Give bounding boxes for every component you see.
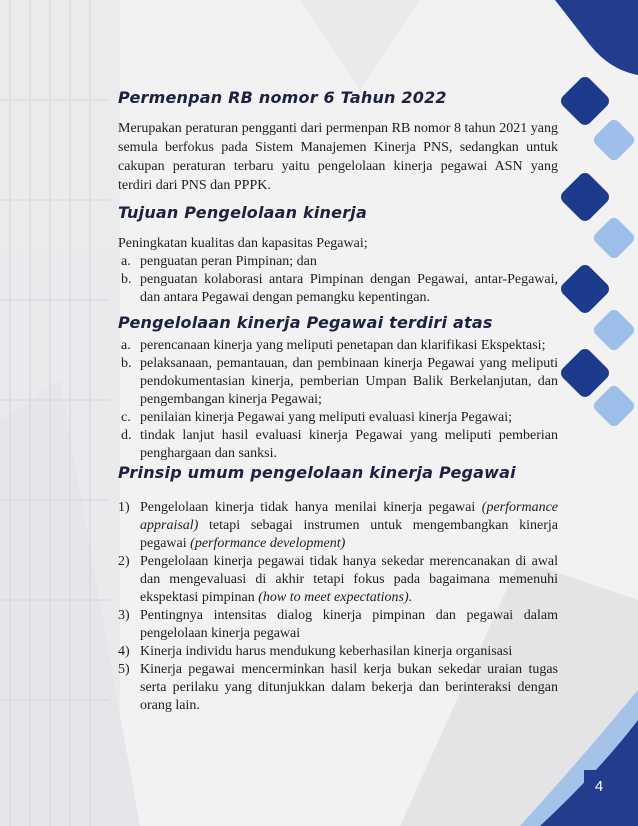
diamond-decoration <box>558 74 636 428</box>
list-item <box>118 427 558 463</box>
list-item-text: penguatan peran Pimpinan; dan <box>140 254 317 269</box>
section-heading: Tujuan Pengelolaan kinerja <box>118 203 367 222</box>
list-marker: 5) <box>118 662 130 677</box>
page-content <box>118 88 558 721</box>
list-item <box>118 409 558 427</box>
list-item <box>118 499 558 553</box>
list-item-text: pelaksanaan, pemantauan, dan pembinaan kinerja Pegawai yang meliputi pendokumentasian kinerja, pemberian Umpan Balik Berkelanjutan, dan pengembangan kinerja Pegawai; <box>140 356 558 407</box>
list-item-text: perencanaan kinerja yang meliputi penetapan dan klarifikasi Ekspektasi; <box>140 338 546 353</box>
principle-list <box>118 499 558 715</box>
list-marker: 3) <box>118 608 130 623</box>
page-number: 4 <box>584 770 614 802</box>
list-marker: 2) <box>118 554 130 569</box>
list-item-text: tindak lanjut hasil evaluasi kinerja Pegawai yang meliputi pemberian penghargaan dan sanksi. <box>140 428 558 461</box>
list-item-text: penilaian kinerja Pegawai yang meliputi evaluasi kinerja Pegawai; <box>140 410 513 425</box>
list-item-italic: (performance development) <box>190 536 346 551</box>
section-heading: Permenpan RB nomor 6 Tahun 2022 <box>118 88 447 107</box>
list-marker: 1) <box>118 500 130 515</box>
list-item <box>118 355 558 409</box>
list-item-italic: (how to meet expectations). <box>258 590 413 605</box>
list-item-text: Kinerja individu harus mendukung keberhasilan kinerja organisasi <box>140 644 513 659</box>
list-marker: c. <box>121 410 131 425</box>
list-item <box>118 553 558 607</box>
list-marker: d. <box>121 428 132 443</box>
list-item <box>118 607 558 643</box>
list-marker: b. <box>121 356 132 371</box>
section-heading: Prinsip umum pengelolaan kinerja Pegawai <box>118 463 516 482</box>
list-item <box>118 271 558 307</box>
component-list <box>118 337 558 463</box>
list-marker: a. <box>121 254 131 269</box>
list-item-text: Pengelolaan kinerja tidak hanya menilai kinerja pegawai <box>140 500 482 515</box>
list-item <box>118 337 558 355</box>
list-item-text: Pentingnya intensitas dialog kinerja pimpinan dan pegawai dalam pengelolaan kinerja pegawai <box>140 608 558 641</box>
section-paragraph: Merupakan peraturan pengganti dari permenpan RB nomor 8 tahun 2021 yang semula berfokus pada Sistem Manajemen Kinerja PNS, sedangkan untuk cakupan peraturan terbaru yaitu pengelolaan kinerja pegawai ASN yang terdiri dari PNS dan PPPK. <box>118 121 558 193</box>
list-item <box>118 661 558 715</box>
list-item-text: penguatan kolaborasi antara Pimpinan dengan Pegawai, antar-Pegawai, dan antara Pegawai dengan pemangku kepentingan. <box>140 272 558 305</box>
list-marker: a. <box>121 338 131 353</box>
list-item <box>118 253 558 271</box>
section-heading: Pengelolaan kinerja Pegawai terdiri atas <box>118 313 493 332</box>
list-item-text: Pengelolaan kinerja pegawai tidak hanya sekedar merencanakan di awal dan mengevaluasi di akhir tetapi fokus pada bagaimana memenuhi ekspektasi pimpinan <box>140 554 558 605</box>
goal-list <box>118 253 558 307</box>
list-item-italic: (performance appraisal) <box>140 500 558 533</box>
list-marker: 4) <box>118 644 130 659</box>
list-item-text: Kinerja pegawai mencerminkan hasil kerja bukan sekedar uraian tugas serta perilaku yang ditunjukkan dalam bekerja dan berinteraksi dengan orang lain. <box>140 662 558 713</box>
list-item-text: tetapi sebagai instrumen untuk mengembangkan kinerja pegawai <box>140 518 558 551</box>
list-item <box>118 643 558 661</box>
list-marker: b. <box>121 272 132 287</box>
section-intro: Peningkatan kualitas dan kapasitas Pegawai; <box>118 236 368 251</box>
